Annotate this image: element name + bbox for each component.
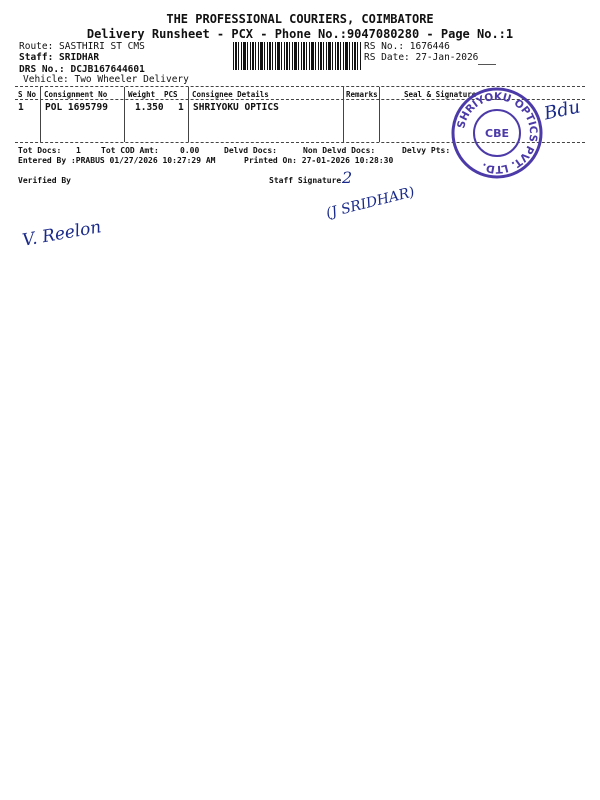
staff-mark: 2 (342, 168, 353, 187)
route-text: Route: SASTHIRI ST CMS (19, 41, 145, 52)
col-header-remarks: Remarks (346, 90, 378, 99)
vehicle-text: Vehicle: Two Wheeler Delivery (23, 74, 189, 85)
col-divider (379, 87, 380, 142)
non-delvd-docs-label: Non Delvd Docs: (303, 146, 376, 155)
col-divider (124, 87, 125, 142)
staff-text: Staff: SRIDHAR (19, 52, 100, 63)
cod-label: Tot COD Amt: (101, 146, 159, 155)
company-stamp (450, 86, 544, 180)
col-divider (343, 87, 344, 142)
seal-signature: Bdu (542, 96, 583, 125)
printed-on: Printed On: 27-01-2026 10:28:30 (244, 156, 394, 165)
delvy-pts-label: Delvy Pts: (402, 146, 451, 155)
runsheet-title: Delivery Runsheet - PCX - Phone No.:9047080280 - Page No.:1 (86, 27, 514, 41)
col-header-seal: Seal & Signature (404, 90, 477, 99)
delvd-docs-label: Delvd Docs: (224, 146, 277, 155)
stamp-outer-text: SHRIYOKU OPTICS PVT. LTD. (455, 90, 540, 176)
verified-by-label: Verified By (18, 176, 71, 185)
rs-number: RS No.: 1676446 (364, 41, 450, 52)
col-header-weight: Weight (128, 90, 156, 99)
col-header-pcs: PCS (164, 90, 178, 99)
company-title: THE PROFESSIONAL COURIERS, COIMBATORE (166, 12, 434, 26)
rs-date: RS Date: 27-Jan-2026 (364, 52, 479, 63)
col-header-consignee: Consignee Details (192, 90, 269, 99)
staff-handwritten-signature: (J SRIDHAR) (324, 184, 417, 222)
row-consignment: POL 1695799 (45, 102, 108, 113)
col-header-sno: S No (18, 90, 37, 99)
cod-value: 0.00 (180, 146, 200, 155)
rs-date-underline (478, 64, 496, 65)
col-divider (40, 87, 41, 142)
row-sno: 1 (18, 102, 24, 113)
barcode (233, 42, 361, 70)
entered-by: Entered By :PRABUS 01/27/2026 10:27:29 AM (18, 156, 216, 165)
row-pcs: 1 (178, 102, 184, 113)
verified-handwritten-signature: V. Reelon (20, 217, 103, 251)
row-consignee: SHRIYOKU OPTICS (193, 102, 279, 113)
stamp-center-text: CBE (485, 127, 509, 140)
tot-docs-value: 1 (76, 146, 81, 155)
staff-signature-label: Staff Signature (269, 176, 342, 185)
tot-docs-label: Tot Docs: (18, 146, 62, 155)
col-divider (188, 87, 189, 142)
col-header-consignment: Consignment No (44, 90, 108, 99)
drs-number: DRS No.: DCJB167644601 (19, 64, 145, 75)
row-weight: 1.350 (135, 102, 164, 113)
